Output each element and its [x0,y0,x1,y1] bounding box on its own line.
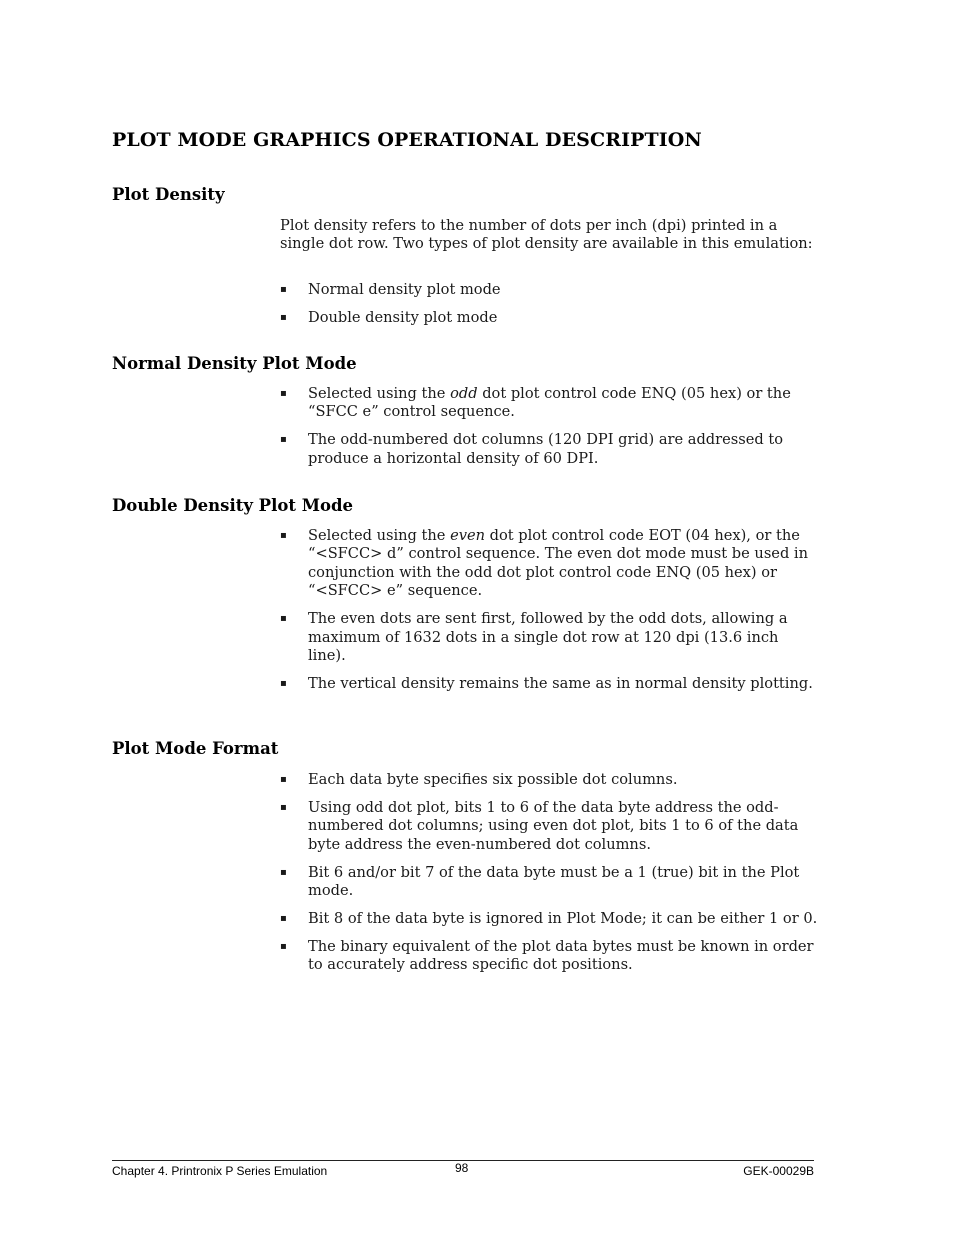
bullet-icon: ▪ [280,388,287,399]
list-item: ▪ Each data byte specifies six possible dot columns. [280,771,678,788]
page-title: PLOT MODE GRAPHICS OPERATIONAL DESCRIPTION [112,129,702,151]
footer-chapter: Chapter 4. Printronix P Series Emulation [112,1164,328,1178]
bullet-icon: ▪ [280,912,287,924]
bullet-icon: ▪ [280,613,287,625]
list-item: ▪ Selected using the odd dot plot control code ENQ (05 hex) or the “SFCC e” control sequence. [280,385,791,421]
plot-density-list [280,281,820,337]
section-heading-double-density: Double Density Plot Mode [112,496,354,515]
bullet-icon: ▪ [280,434,287,446]
footer-document-id: GEK-00029B [743,1164,814,1178]
section-heading-plot-mode-format: Plot Mode Format [112,739,279,758]
list-item: ▪ Selected using the even dot plot control code EOT (04 hex), or the “<SFCC> d” control sequence. The even dot mode must be used in conjunction with the odd dot plot control code ENQ (05 hex) or “<SFCC> e” sequence. [280,527,808,600]
bullet-icon: ▪ [280,774,287,785]
list-item: ▪ The binary equivalent of the plot data bytes must be known in order to accurately address specific dot positions. [280,937,814,974]
list-item: ▪ Using odd dot plot, bits 1 to 6 of the data byte address the odd-numbered dot columns; using even dot plot, bits 1 to 6 of the data byte address the even-numbered dot columns. [280,798,799,853]
list-item: ▪ Normal density plot mode [280,281,501,298]
normal-density-list [280,385,820,478]
list-item: ▪ Bit 8 of the data byte is ignored in Plot Mode; it can be either 1 or 0. [280,909,818,927]
emphasis-even: even [450,527,485,544]
double-density-list [280,527,820,703]
bullet-icon: ▪ [280,311,287,323]
section-heading-plot-density: Plot Density [112,185,225,204]
bullet-icon: ▪ [280,801,287,813]
bullet-icon: ▪ [280,866,287,878]
bullet-icon: ▪ [280,940,287,952]
list-item: ▪ The even dots are sent first, followed by the odd dots, allowing a maximum of 1632 dots in a single dot row at 120 dpi (13.6 inch line). [280,610,788,664]
plot-density-paragraph: Plot density refers to the number of dots per inch (dpi) printed in a single dot row. Two types of plot density are available in this emulation: [280,217,813,253]
section-heading-normal-density: Normal Density Plot Mode [112,354,357,373]
list-item: ▪ Double density plot mode [280,308,498,326]
list-item: ▪ Bit 6 and/or bit 7 of the data byte must be a 1 (true) bit in the Plot mode. [280,863,800,900]
bullet-icon: ▪ [280,530,287,541]
list-item: ▪ The vertical density remains the same as in normal density plotting. [280,674,813,692]
emphasis-odd: odd [450,385,478,402]
bullet-icon: ▪ [280,677,287,689]
bullet-icon: ▪ [280,284,287,295]
plot-mode-format-list [280,771,820,984]
footer-page-number: 98 [455,1161,469,1175]
list-item: ▪ The odd-numbered dot columns (120 DPI grid) are addressed to produce a horizontal density of 60 DPI. [280,431,784,467]
